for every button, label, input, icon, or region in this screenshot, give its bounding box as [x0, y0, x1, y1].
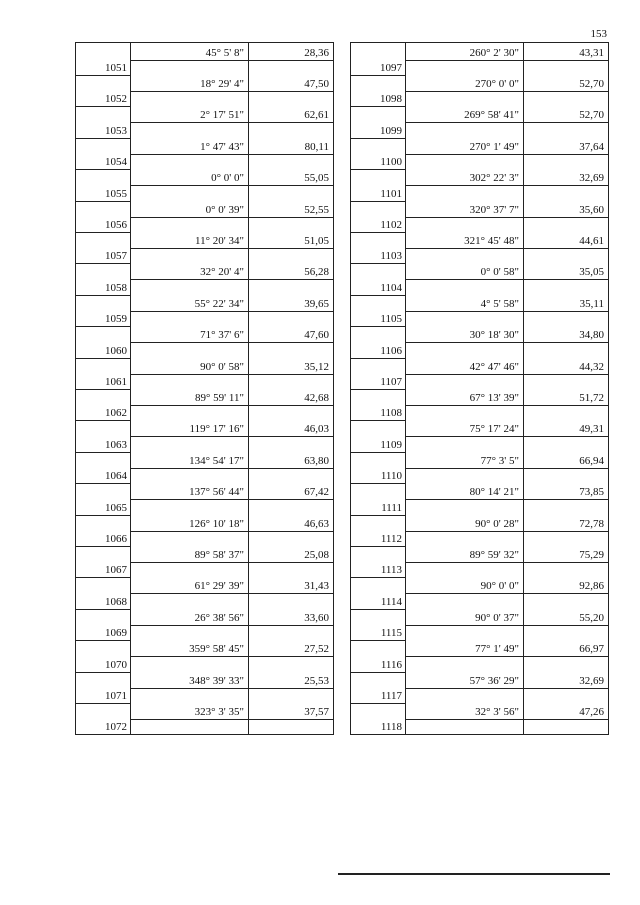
station-divider — [76, 389, 130, 390]
row-divider — [130, 60, 333, 61]
station-cell: 1097 — [380, 62, 402, 74]
station-divider — [351, 358, 405, 359]
station-cell: 1101 — [380, 187, 402, 200]
row-divider — [405, 562, 608, 563]
station-divider — [76, 263, 130, 264]
distance-cell: 55,05 — [304, 172, 329, 185]
station-cell: 1112 — [380, 533, 402, 545]
station-cell: 1100 — [380, 156, 402, 169]
distance-cell: 25,08 — [304, 548, 329, 561]
distance-cell: 62,61 — [304, 109, 329, 122]
angle-cell: 270° 1' 49" — [469, 140, 519, 153]
station-divider — [351, 546, 405, 547]
station-divider — [351, 389, 405, 390]
distance-cell: 35,11 — [579, 297, 604, 310]
station-divider — [76, 232, 130, 233]
station-divider — [76, 640, 130, 641]
row-divider — [130, 342, 333, 343]
station-cell: 1071 — [105, 690, 127, 702]
footer-rule — [338, 873, 610, 875]
station-cell: 1116 — [380, 658, 402, 671]
distance-cell: 75,29 — [579, 548, 604, 561]
distance-cell: 25,53 — [304, 674, 329, 687]
angle-cell: 89° 59' 32" — [469, 548, 519, 561]
row-divider — [130, 248, 333, 249]
row-divider — [405, 468, 608, 469]
distance-cell: 44,61 — [579, 234, 604, 247]
station-cell: 1107 — [380, 376, 402, 388]
station-cell: 1118 — [380, 721, 402, 734]
station-divider — [76, 672, 130, 673]
station-cell: 1054 — [105, 156, 127, 169]
station-divider — [76, 609, 130, 610]
station-cell: 1098 — [380, 93, 402, 106]
station-divider — [351, 106, 405, 107]
station-cell: 1113 — [380, 564, 402, 577]
angle-cell: 71° 37' 6" — [200, 329, 244, 342]
station-divider — [351, 483, 405, 484]
station-cell: 1069 — [105, 627, 127, 640]
row-divider — [130, 562, 333, 563]
station-divider — [76, 358, 130, 359]
station-divider — [76, 546, 130, 547]
row-divider — [405, 625, 608, 626]
distance-cell: 46,63 — [304, 517, 329, 530]
row-divider — [130, 531, 333, 532]
angle-cell: 26° 38' 56" — [194, 611, 244, 624]
distance-cell: 31,43 — [304, 580, 329, 593]
angle-cell: 75° 17' 24" — [469, 423, 519, 436]
row-divider — [130, 122, 333, 123]
station-divider — [351, 609, 405, 610]
distance-cell: 80,11 — [304, 140, 329, 153]
station-cell: 1061 — [105, 376, 127, 388]
distance-cell: 47,60 — [304, 329, 329, 342]
distance-cell: 39,65 — [304, 297, 329, 310]
station-divider — [351, 138, 405, 139]
row-divider — [130, 185, 333, 186]
row-divider — [405, 60, 608, 61]
angle-cell: 55° 22' 34" — [194, 297, 244, 310]
station-divider — [351, 515, 405, 516]
station-cell: 1053 — [105, 124, 127, 137]
station-divider — [351, 169, 405, 170]
distance-cell: 51,05 — [304, 234, 329, 247]
angle-cell: 77° 3' 5" — [480, 454, 519, 467]
station-cell: 1065 — [105, 501, 127, 514]
angle-cell: 119° 17' 16" — [189, 423, 244, 436]
row-divider — [405, 311, 608, 312]
page-number: 153 — [590, 28, 607, 40]
angle-cell: 32° 3' 56" — [475, 705, 519, 718]
distance-cell: 49,31 — [579, 423, 604, 436]
distance-cell: 63,80 — [304, 454, 329, 467]
station-divider — [351, 703, 405, 704]
station-divider — [351, 420, 405, 421]
angle-cell: 302° 22' 3" — [469, 172, 519, 185]
distance-cell: 37,57 — [304, 705, 329, 718]
station-divider — [351, 326, 405, 327]
station-cell: 1117 — [380, 690, 402, 702]
distance-cell: 35,05 — [579, 266, 604, 279]
station-divider — [76, 106, 130, 107]
station-cell: 1057 — [105, 250, 127, 263]
row-divider — [405, 154, 608, 155]
station-divider — [351, 201, 405, 202]
angle-cell: 80° 14' 21" — [469, 486, 519, 499]
angle-cell: 359° 58' 45" — [189, 643, 244, 656]
distance-cell: 66,94 — [579, 454, 604, 467]
angle-cell: 77° 1' 49" — [475, 643, 519, 656]
station-divider — [351, 263, 405, 264]
station-cell: 1108 — [380, 407, 402, 420]
distance-cell: 52,70 — [579, 77, 604, 90]
row-divider — [405, 436, 608, 437]
angle-cell: 90° 0' 37" — [475, 611, 519, 624]
angle-cell: 11° 20' 34" — [195, 234, 244, 247]
station-cell: 1059 — [105, 313, 127, 326]
angle-cell: 270° 0' 0" — [475, 77, 519, 90]
row-divider — [405, 217, 608, 218]
angle-cell: 90° 0' 28" — [475, 517, 519, 530]
distance-cell: 56,28 — [304, 266, 329, 279]
distance-cell: 32,69 — [579, 172, 604, 185]
angle-cell: 67° 13' 39" — [469, 391, 519, 404]
row-divider — [130, 593, 333, 594]
station-divider — [76, 483, 130, 484]
row-divider — [405, 374, 608, 375]
row-divider — [405, 405, 608, 406]
distance-cell: 66,97 — [579, 643, 604, 656]
row-divider — [130, 91, 333, 92]
station-divider — [76, 734, 130, 735]
row-divider — [405, 248, 608, 249]
station-divider — [351, 672, 405, 673]
station-divider — [351, 577, 405, 578]
station-cell: 1110 — [380, 470, 402, 483]
distance-cell: 33,60 — [304, 611, 329, 624]
row-divider — [405, 342, 608, 343]
angle-cell: 90° 0' 0" — [480, 580, 519, 593]
angle-cell: 89° 58' 37" — [194, 548, 244, 561]
distance-cell: 46,03 — [304, 423, 329, 436]
angle-cell: 126° 10' 18" — [189, 517, 244, 530]
distance-cell: 27,52 — [304, 643, 329, 656]
angle-cell: 0° 0' 58" — [480, 266, 519, 279]
angle-cell: 45° 5' 8" — [205, 46, 244, 59]
row-divider — [405, 279, 608, 280]
row-divider — [405, 719, 608, 720]
angle-cell: 30° 18' 30" — [469, 329, 519, 342]
distance-cell: 28,36 — [304, 46, 329, 59]
station-cell: 1060 — [105, 344, 127, 357]
station-cell: 1066 — [105, 533, 127, 545]
station-divider — [351, 295, 405, 296]
station-cell: 1068 — [105, 595, 127, 608]
station-divider — [76, 420, 130, 421]
angle-cell: 89° 59' 11" — [195, 391, 244, 404]
angle-cell: 320° 37' 7" — [469, 203, 519, 216]
station-divider — [76, 75, 130, 76]
distance-cell: 55,20 — [579, 611, 604, 624]
station-divider — [76, 169, 130, 170]
angle-cell: 90° 0' 58" — [200, 360, 244, 373]
station-cell: 1105 — [380, 313, 402, 326]
angle-cell: 134° 54' 17" — [189, 454, 244, 467]
angle-cell: 2° 17' 51" — [200, 109, 244, 122]
row-divider — [130, 405, 333, 406]
survey-table-left — [75, 42, 334, 735]
station-cell: 1062 — [105, 407, 127, 420]
station-cell: 1103 — [380, 250, 402, 263]
station-cell: 1102 — [380, 219, 402, 231]
angle-cell: 4° 5' 58" — [480, 297, 519, 310]
row-divider — [130, 374, 333, 375]
station-cell: 1070 — [105, 658, 127, 671]
angle-cell: 269° 58' 41" — [464, 109, 519, 122]
angle-cell: 0° 0' 39" — [205, 203, 244, 216]
station-divider — [76, 703, 130, 704]
distance-cell: 34,80 — [579, 329, 604, 342]
row-divider — [130, 217, 333, 218]
row-divider — [130, 468, 333, 469]
row-divider — [130, 625, 333, 626]
angle-cell: 1° 47' 43" — [200, 140, 244, 153]
station-cell: 1114 — [380, 595, 402, 608]
angle-cell: 321° 45' 48" — [464, 234, 519, 247]
station-cell: 1058 — [105, 281, 127, 294]
angle-cell: 32° 20' 4" — [200, 266, 244, 279]
distance-cell: 35,60 — [579, 203, 604, 216]
angle-cell: 57° 36' 29" — [469, 674, 519, 687]
row-divider — [130, 279, 333, 280]
distance-cell: 51,72 — [579, 391, 604, 404]
station-divider — [351, 452, 405, 453]
angle-cell: 260° 2' 30" — [469, 46, 519, 59]
station-cell: 1064 — [105, 470, 127, 483]
distance-cell: 47,50 — [304, 77, 329, 90]
station-cell: 1051 — [105, 62, 127, 74]
station-cell: 1106 — [380, 344, 402, 357]
station-cell: 1115 — [380, 627, 402, 640]
station-cell: 1072 — [105, 721, 127, 734]
distance-cell: 35,12 — [304, 360, 329, 373]
station-cell: 1109 — [380, 438, 402, 451]
station-cell: 1052 — [105, 93, 127, 106]
station-cell: 1111 — [381, 501, 402, 514]
distance-cell: 52,70 — [579, 109, 604, 122]
distance-cell: 52,55 — [304, 203, 329, 216]
station-divider — [76, 201, 130, 202]
row-divider — [130, 656, 333, 657]
station-divider — [351, 640, 405, 641]
angle-cell: 42° 47' 46" — [469, 360, 519, 373]
station-cell: 1067 — [105, 564, 127, 577]
row-divider — [130, 499, 333, 500]
distance-cell: 92,86 — [579, 580, 604, 593]
station-divider — [76, 577, 130, 578]
row-divider — [130, 688, 333, 689]
station-divider — [76, 138, 130, 139]
station-divider — [76, 295, 130, 296]
distance-cell: 72,78 — [579, 517, 604, 530]
row-divider — [405, 688, 608, 689]
row-divider — [405, 656, 608, 657]
distance-cell: 42,68 — [304, 391, 329, 404]
station-divider — [76, 326, 130, 327]
angle-cell: 348° 39' 33" — [189, 674, 244, 687]
angle-cell: 18° 29' 4" — [200, 77, 244, 90]
angle-cell: 61° 29' 39" — [194, 580, 244, 593]
station-divider — [76, 452, 130, 453]
row-divider — [405, 91, 608, 92]
station-divider — [351, 75, 405, 76]
distance-cell: 73,85 — [579, 486, 604, 499]
row-divider — [405, 499, 608, 500]
row-divider — [405, 531, 608, 532]
row-divider — [405, 185, 608, 186]
station-divider — [351, 734, 405, 735]
distance-cell: 43,31 — [579, 46, 604, 59]
row-divider — [130, 436, 333, 437]
row-divider — [405, 593, 608, 594]
station-divider — [76, 515, 130, 516]
angle-cell: 137° 56' 44" — [189, 486, 244, 499]
row-divider — [405, 122, 608, 123]
station-cell: 1063 — [105, 438, 127, 451]
angle-cell: 323° 3' 35" — [194, 705, 244, 718]
row-divider — [130, 719, 333, 720]
distance-cell: 44,32 — [579, 360, 604, 373]
distance-cell: 47,26 — [579, 705, 604, 718]
station-cell: 1104 — [380, 281, 402, 294]
station-divider — [351, 232, 405, 233]
station-cell: 1099 — [380, 124, 402, 137]
distance-cell: 37,64 — [579, 140, 604, 153]
survey-table-right — [350, 42, 609, 735]
row-divider — [130, 311, 333, 312]
distance-cell: 67,42 — [304, 486, 329, 499]
station-cell: 1055 — [105, 187, 127, 200]
row-divider — [130, 154, 333, 155]
station-cell: 1056 — [105, 219, 127, 231]
angle-cell: 0° 0' 0" — [211, 172, 244, 185]
distance-cell: 32,69 — [579, 674, 604, 687]
